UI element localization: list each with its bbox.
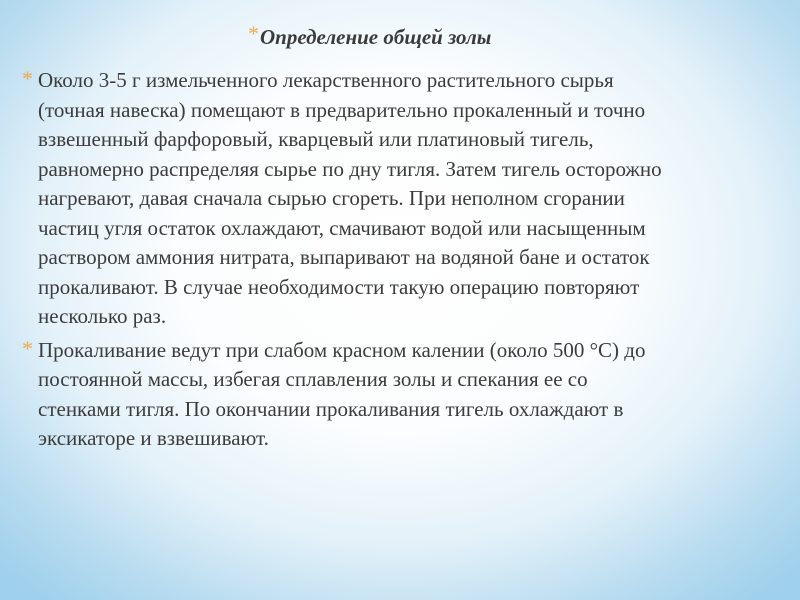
paragraph-line: нагревают, давая сначала сырью сгореть. При неполном сгорании — [38, 186, 625, 210]
paragraph-line: (точная навеска) помещают в предварительно прокаленный и точно — [38, 97, 646, 122]
slide-body — [22, 66, 777, 458]
paragraph-bullet-icon: * — [22, 335, 33, 361]
slide-title — [248, 21, 492, 50]
slide-title-text: Определение общей золы — [260, 25, 492, 49]
paragraph-line: равномерно распределяя сырье по дну тигля. Затем тигель осторожно — [38, 156, 662, 181]
paragraph-bullet-icon: * — [22, 66, 33, 91]
paragraph-line: взвешенный фарфоровый, кварцевый или платиновый тигель, — [38, 127, 594, 151]
title-bullet-icon: * — [248, 21, 259, 46]
paragraph-calcination — [22, 336, 777, 454]
paragraph-ash-procedure — [22, 66, 777, 332]
paragraph-line: прокаливают. В случае необходимости такую операцию повторяют — [38, 274, 640, 299]
paragraph-line: эксикаторе и взвешивают. — [38, 426, 269, 450]
paragraph-line: Прокаливание ведут при слабом красном калении (около 500 °С) до — [38, 337, 646, 362]
paragraph-line: раствором аммония нитрата, выпаривают на водяной бане и остаток — [38, 245, 650, 269]
paragraph-line: несколько раз. — [38, 304, 167, 328]
paragraph-line: стенками тигля. По окончании прокаливания тигель охлаждают в — [38, 396, 624, 421]
paragraph-line: частиц угля остаток охлаждают, смачивают водой или насыщенным — [38, 215, 646, 240]
paragraph-line: Около 3-5 г измельченного лекарственного растительного сырья — [38, 68, 614, 92]
paragraph-line: постоянной массы, избегая сплавления золы и спекания ее со — [38, 367, 588, 391]
